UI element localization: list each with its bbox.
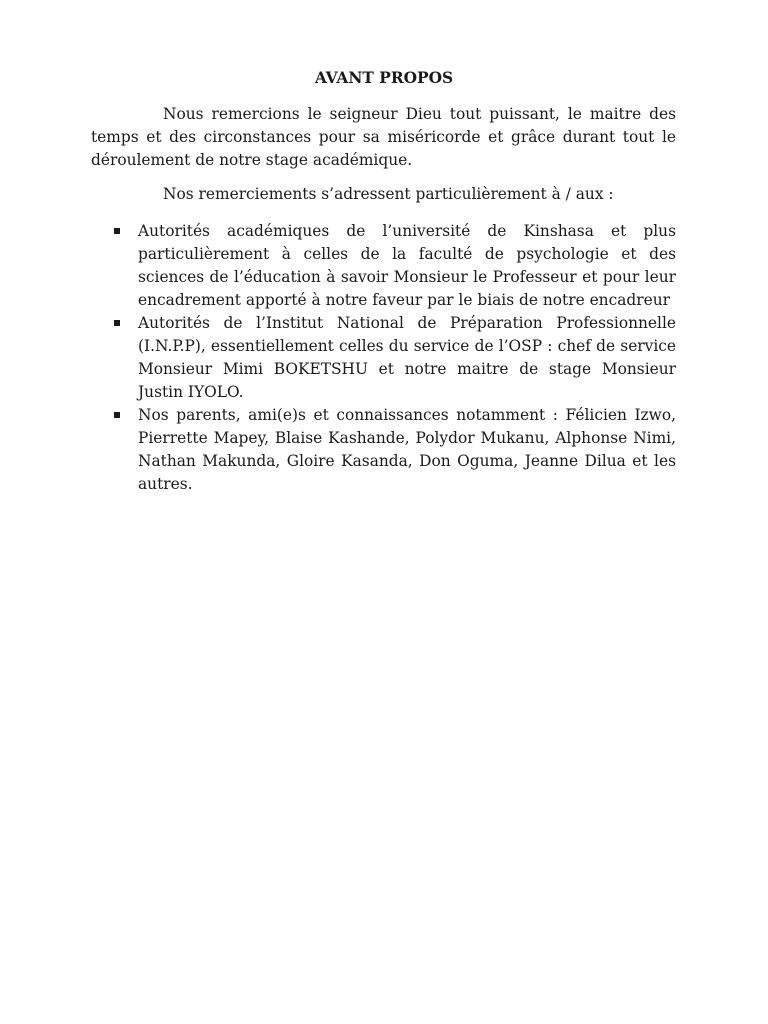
list-item-text: Nos parents, ami(e)s et connaissances notamment : Félicien Izwo, Pierrette Mapey, Blaise Kashande, Polydor Mukanu, Alphonse Nimi, Nathan Makunda, Gloire Kasanda, Don Oguma, Jeanne Dilua et les autres. [138, 406, 676, 493]
square-bullet-icon [114, 320, 120, 326]
list-item [91, 312, 676, 404]
square-bullet-icon [114, 412, 120, 418]
list-item-text: Autorités de l’Institut National de Préparation Professionnelle (I.N.P.P), essentiellement celles du service de l’OSP : chef de service Monsieur Mimi BOKETSHU et notre maitre de stage Monsieur Justin IYOLO. [138, 314, 676, 401]
list-item [91, 220, 676, 312]
square-bullet-icon [114, 228, 120, 234]
thanks-intro-paragraph: Nos remerciements s’adressent particulièrement à / aux : [163, 185, 614, 203]
page-title: AVANT PROPOS [314, 69, 454, 87]
thanks-list [91, 220, 676, 496]
list-item-text: Autorités académiques de l’université de Kinshasa et plus particulièrement à celles de la faculté de psychologie et des sciences de l’éducation à savoir Monsieur le Professeur et pour leur encadrement apporté à notre faveur par le biais de notre encadreur [138, 222, 676, 309]
intro-paragraph: Nous remercions le seigneur Dieu tout puissant, le maitre des temps et des circonstances pour sa miséricorde et grâce durant tout le déroulement de notre stage académique. [91, 105, 676, 169]
list-item [91, 404, 676, 496]
